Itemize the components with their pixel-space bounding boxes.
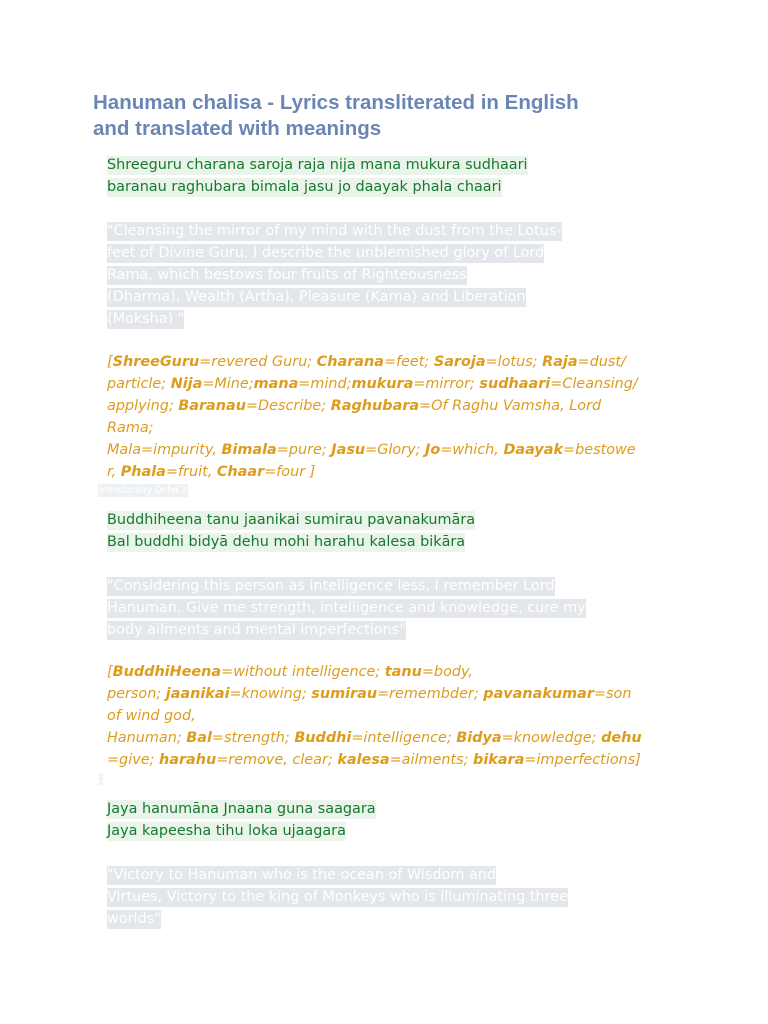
doha-2-verse [107, 508, 672, 552]
verse-line: baranau raghubara bimala jasu jo daayak phala chaari [107, 179, 502, 195]
title-line: and translated with meanings [93, 117, 382, 140]
translation-line: "Cleansing the mirror of my mind with the dust from the Lotus- [107, 223, 562, 239]
chaupai-1-translation [107, 863, 672, 929]
meaning-text: r, [107, 464, 121, 480]
meaning-line [107, 727, 672, 749]
meaning-text: =strength; [211, 730, 295, 746]
meaning-text: =Describe; [245, 398, 331, 414]
meaning-line [107, 749, 672, 771]
translation-line: (Dharma), Wealth (Artha), Pleasure (Kama) and Liberation [107, 289, 526, 305]
meaning-term: Daayak [503, 442, 564, 458]
meaning-text: =imperfections] [524, 752, 641, 768]
meaning-text: [ [107, 664, 113, 680]
meaning-line [107, 683, 672, 705]
meaning-text: =pure; [276, 442, 332, 458]
meaning-text: =fruit, [165, 464, 217, 480]
meaning-term: sudhaari [479, 376, 551, 392]
meaning-term: Chaar [216, 464, 265, 480]
meaning-text: =dust/ [577, 354, 626, 370]
meaning-term: kalesa [337, 752, 390, 768]
meaning-text: =revered Guru; [199, 354, 317, 370]
translation-line: worlds" [107, 911, 161, 927]
meaning-term: bikara [473, 752, 525, 768]
meaning-line [107, 439, 672, 461]
meaning-text: =bestowe [563, 442, 636, 458]
meaning-term: Baranau [178, 398, 246, 414]
meaning-line [107, 461, 672, 483]
meaning-text: =Of Raghu Vamsha, Lord [419, 398, 602, 414]
doha-2-translation [107, 574, 672, 640]
meaning-text: =lotus; [485, 354, 543, 370]
meaning-term: dehu [601, 730, 642, 746]
title-line: Hanuman chalisa - Lyrics transliterated in English [93, 91, 579, 114]
page-marker: 1 [99, 774, 105, 784]
translation-line: Rama, which bestows four fruits of Righteousness [107, 267, 467, 283]
meaning-line [107, 417, 672, 439]
meaning-term: Bal [186, 730, 212, 746]
meaning-text: =without intelligence; [221, 664, 385, 680]
doha-1-translation [107, 219, 672, 329]
doha-1-meanings [107, 351, 672, 483]
doha-2-meanings [107, 661, 672, 771]
meaning-term: Buddhi [294, 730, 352, 746]
meaning-term: Bidya [456, 730, 502, 746]
meaning-text: =body, [421, 664, 473, 680]
page-title [93, 90, 733, 142]
meaning-term: harahu [158, 752, 217, 768]
meaning-text: applying; [107, 398, 179, 414]
translation-line: "Considering this person as intelligence less, I remember Lord [107, 578, 555, 594]
section-label: Introductory Doha 2 [99, 485, 187, 496]
doha-1-verse [107, 153, 672, 197]
meaning-line [107, 373, 672, 395]
meaning-text: =ailments; [389, 752, 474, 768]
meaning-term: Saroja [433, 354, 486, 370]
meaning-term: Raja [542, 354, 578, 370]
meaning-line [107, 705, 672, 727]
translation-line: feet of Divine Guru, I describe the unblemished glory of Lord [107, 245, 545, 261]
meaning-text: =which, [440, 442, 504, 458]
translation-line: body ailments and mental imperfections" [107, 622, 406, 638]
meaning-text: =Glory; [365, 442, 426, 458]
meaning-term: Raghubara [330, 398, 420, 414]
meaning-text: =Cleansing/ [550, 376, 638, 392]
verse-line: Jaya hanumāna Jnaana guna saagara [107, 801, 376, 817]
translation-line: Virtues, Victory to the king of Monkeys who is illuminating three [107, 889, 568, 905]
meaning-term: jaanikai [165, 686, 230, 702]
meaning-line [107, 661, 672, 683]
meaning-text: =remembder; [377, 686, 484, 702]
meaning-text: =mind; [298, 376, 352, 392]
verse-line: Bal buddhi bidyā dehu mohi harahu kalesa bikāra [107, 534, 466, 550]
meaning-term: Nija [170, 376, 203, 392]
meaning-text: =intelligence; [351, 730, 457, 746]
translation-line: Hanuman. Give me strength, intelligence and knowledge, cure my [107, 600, 586, 616]
meaning-text: =knowing; [229, 686, 312, 702]
meaning-text: =Mine; [202, 376, 254, 392]
meaning-line [107, 395, 672, 417]
verse-line: Jaya kapeesha tihu loka ujaagara [107, 823, 346, 839]
meaning-term: BuddhiHeena [112, 664, 222, 680]
chaupai-1-verse [107, 797, 672, 841]
meaning-text: particle; [107, 376, 171, 392]
meaning-text: Mala=impurity, [107, 442, 222, 458]
meaning-text: =feet; [383, 354, 434, 370]
translation-line: (Moksha) " [107, 311, 185, 327]
meaning-text: Hanuman; [107, 730, 187, 746]
meaning-term: Jo [425, 442, 441, 458]
meaning-term: mukura [351, 376, 414, 392]
meaning-text: [ [107, 354, 113, 370]
meaning-text: =knowledge; [501, 730, 602, 746]
meaning-term: Phala [120, 464, 166, 480]
verse-line: Shreeguru charana saroja raja nija mana mukura sudhaari [107, 157, 528, 173]
meaning-text: of wind god, [107, 708, 196, 724]
meaning-term: Charana [316, 354, 384, 370]
meaning-text: =four ] [264, 464, 316, 480]
meaning-line [107, 351, 672, 373]
meaning-text: =mirror; [413, 376, 480, 392]
meaning-term: pavanakumar [483, 686, 594, 702]
translation-line: "Victory to Hanuman who is the ocean of Wisdom and [107, 867, 497, 883]
meaning-term: Bimala [221, 442, 277, 458]
meaning-term: Jasu [331, 442, 366, 458]
meaning-term: mana [253, 376, 299, 392]
meaning-term: sumirau [311, 686, 378, 702]
meaning-term: tanu [384, 664, 422, 680]
meaning-term: ShreeGuru [112, 354, 200, 370]
verse-line: Buddhiheena tanu jaanikai sumirau pavanakumāra [107, 512, 476, 528]
meaning-text: =remove, clear; [216, 752, 338, 768]
meaning-text: =give; [107, 752, 159, 768]
meaning-text: Rama; [107, 420, 154, 436]
meaning-text: person; [107, 686, 166, 702]
meaning-text: =son [593, 686, 632, 702]
